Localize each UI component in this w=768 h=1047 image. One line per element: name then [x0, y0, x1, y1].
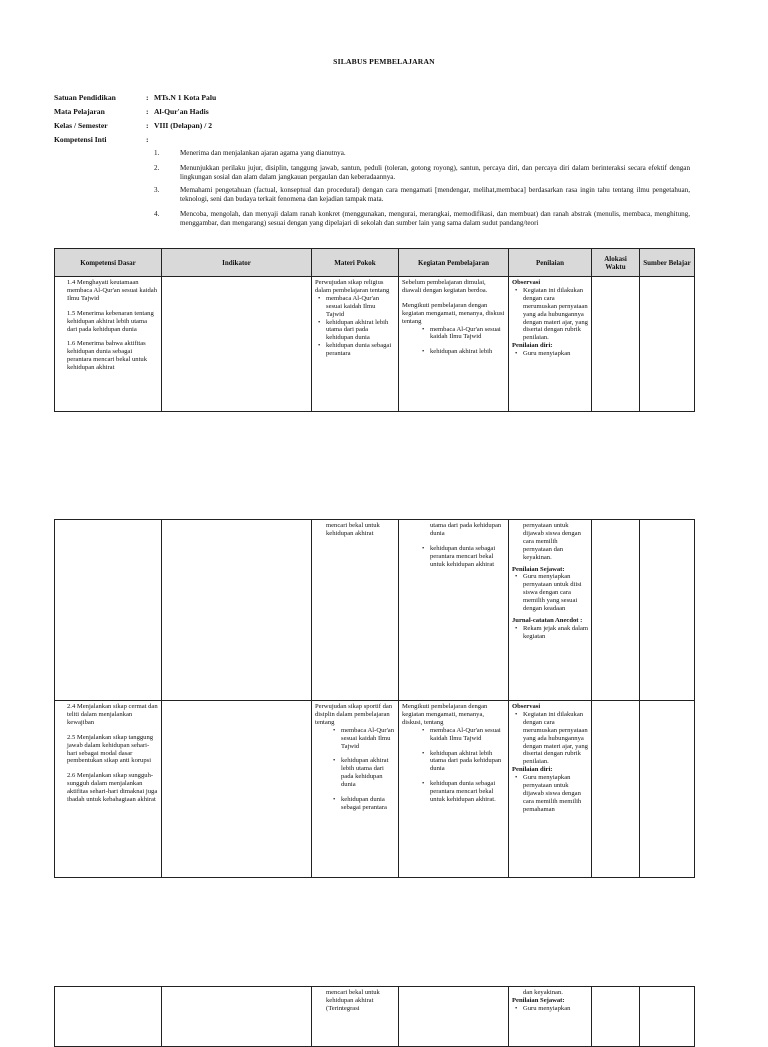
list-item: • kehidupan akhirat lebih utama dari pada kehidupan dunia [430, 750, 505, 774]
cell-alokasi-waktu [592, 520, 640, 701]
cell-materi-pokok [312, 520, 399, 701]
cell-materi-pokok [312, 987, 399, 1047]
ki-number: 1. [154, 149, 160, 157]
list-item: • kehidupan akhirat lebih utama dari pada kehidupan dunia [326, 319, 395, 343]
kd-item: 2.5 Menjalankan sikap tanggung jawab dalam kehidupan sehari-hari sebagai modal dasar pembentukan sikap anti korupsi [67, 733, 154, 765]
cell-kompetensi-dasar [55, 701, 162, 878]
list-item: • kehidupan akhirat lebih [430, 348, 505, 356]
kegiatan-paragraph: Mengikuti pembelajaran dengan kegiatan mengamati, menanya, diskusi tentang [402, 301, 505, 325]
list-item: • kehidupan dunia sebagai perantara mencari bekal untuk kehidupan akhirat. [430, 780, 505, 804]
header-kegiatan: Kegiatan Pembelajaran [399, 249, 509, 277]
header-sumber-belajar: Sumber Belajar [640, 249, 695, 277]
penilaian-heading: Jurnal-catatan Anecdot : [512, 616, 583, 624]
penilaian-heading: Penilaian diri: [512, 766, 553, 774]
page-title: SILABUS PEMBELAJARAN [333, 57, 435, 66]
meta-value: Al-Qur'an Hadis [154, 107, 209, 116]
kegiatan-continued: utama dari pada kehidupan dunia [430, 522, 502, 537]
ki-text: Mencoba, mengolah, dan menyaji dalam ranah konkret (menggunakan, mengurai, merangkai, memodifikasi, dan membuat) dan ranah abstrak (menulis, membaca, menghitung, menggambar, dan mengarang) sesuai dengan yang dipelajari di sekolah dan sumber lain yang sama dalam sudut pandang/teori [180, 210, 690, 227]
list-item: • Guru menyiapkan pernyataan untuk diisi siswa dengan cara memilih yang sesuai dengan keadaan [523, 573, 588, 613]
cell-sumber-belajar [640, 987, 695, 1047]
ki-number: 3. [154, 186, 160, 194]
ki-number: 4. [154, 210, 160, 218]
cell-kompetensi-dasar [55, 520, 162, 701]
cell-kegiatan [399, 520, 509, 701]
header-penilaian: Penilaian [509, 249, 592, 277]
cell-indikator [162, 987, 312, 1047]
meta-key: Mata Pelajaran [54, 107, 105, 116]
kd-item: 2.4 Menjalankan sikap cermat dan teliti dalam menjalankan kewajiban [67, 703, 158, 726]
list-item: • membaca Al-Qur'an sesuai kaidah Ilmu Tajwid [326, 295, 395, 319]
penilaian-continued: dan keyakinan. [523, 989, 563, 996]
cell-alokasi-waktu [592, 701, 640, 878]
cell-sumber-belajar [640, 277, 695, 412]
cell-materi-pokok [312, 701, 399, 878]
kd-item: 2.6 Menjalankan sikap sungguh-sungguh dalam menjalankan aktifitas sehari-hari dimaknai juga ibadah untuk kebahagiaan akhirat [67, 772, 158, 804]
list-item: • Guru menyiapkan pernyataan untuk dijawab siswa dengan cara memilih memilih pemahaman [523, 774, 588, 814]
materi-continued: mencari bekal untuk kehidupan akhirat (Terintegrasi [326, 989, 380, 1012]
ki-text: Menerima dan menjalankan ajaran agama yang dianutnya. [180, 149, 346, 157]
meta-value: MTs.N 1 Kota Palu [154, 93, 217, 102]
header-indikator: Indikator [162, 249, 312, 277]
cell-sumber-belajar [640, 520, 695, 701]
penilaian-heading: Observasi [512, 279, 541, 286]
ki-number: 2. [154, 164, 160, 172]
cell-alokasi-waktu [592, 987, 640, 1047]
ki-text: Menunjukkan perilaku jujur, disiplin, tanggung jawab, santun, peduli (toleran, gotong royong), santun, percaya diri, dan percaya diri dalam berinteraksi secara efektif dengan lingkungan sosial dan alam dalam jangkauan pergaulan dan keberadaannya. [180, 164, 690, 181]
kd-item: 1.4 Menghayati keutamaan membaca Al-Qur'an sesuai kaidah Ilmu Tajwid [67, 279, 157, 302]
materi-intro: Perwujudan sikap religius dalam pembelajaran tentang [315, 279, 390, 294]
cell-indikator [162, 277, 312, 412]
penilaian-heading: Observasi [512, 703, 541, 710]
cell-kegiatan [399, 277, 509, 412]
kd-item: 1.5 Menerima kebenaran tentang kehidupan akhirat lebih utama dari pada kehidupan dunia [67, 309, 154, 333]
meta-colon: : [146, 93, 149, 102]
ki-text: Memahami pengetahuan (factual, konseptual dan procedural) dengan cara mengamati [mendengar, melihat,membaca] berdasarkan rasa ingin tahu tentang ilmu pengetahuan, teknologi, seni dan budaya terkait fenomena dan kejadian tampak mata. [180, 186, 690, 203]
materi-intro: Perwujudan sikap sportif dan disiplin dalam pembelajaran tentang [315, 703, 393, 726]
meta-colon: : [146, 107, 149, 116]
list-item: • membaca Al-Qur'an sesuai kaidah Ilmu Tajwid [341, 727, 395, 751]
kegiatan-paragraph: Sebelum pembelajaran dimulai, diawali dengan kegiatan berdoa. [402, 279, 488, 294]
syllabus-table-3 [54, 986, 695, 1047]
penilaian-continued: pernyataan untuk dijawab siswa dengan cara memilih pernyataan dan keyakinan. [523, 522, 581, 561]
list-item: • kehidupan dunia sebagai perantara [341, 796, 395, 812]
cell-materi-pokok [312, 277, 399, 412]
list-item: • Guru menyiapkan [523, 350, 588, 358]
penilaian-heading: Penilaian Sejawat: [512, 996, 565, 1004]
list-item: • membaca Al-Qur'an sesuai kaidah Ilmu Tajwid [430, 727, 505, 743]
cell-indikator [162, 520, 312, 701]
cell-indikator [162, 701, 312, 878]
cell-kegiatan [399, 701, 509, 878]
header-materi-pokok: Materi Pokok [312, 249, 399, 277]
list-item: • kehidupan dunia sebagai perantara mencari bekal untuk kehidupan akhirat [430, 545, 505, 569]
cell-penilaian [509, 987, 592, 1047]
kd-item: 1.6 Menerima bahwa aktifitas kehidupan dunia sebagai perantara mencari bekal untuk kehidupan akhirat [67, 340, 148, 372]
cell-kompetensi-dasar [55, 277, 162, 412]
meta-value: VIII (Delapan) / 2 [154, 121, 213, 130]
cell-penilaian [509, 701, 592, 878]
cell-penilaian [509, 520, 592, 701]
penilaian-heading: Penilaian diri: [512, 342, 553, 350]
list-item: • membaca Al-Qur'an sesuai kaidah Ilmu Tajwid [430, 326, 505, 342]
header-kompetensi-dasar: Kompetensi Dasar [55, 249, 162, 277]
cell-sumber-belajar [640, 701, 695, 878]
header-alokasi-waktu: Alokasi Waktu [592, 249, 640, 277]
penilaian-heading: Penilaian Sejawat: [512, 565, 565, 573]
meta-colon: : [146, 121, 149, 130]
meta-key: Kompetensi Inti [54, 135, 107, 144]
cell-penilaian [509, 277, 592, 412]
meta-key: Kelas / Semester [54, 121, 108, 130]
syllabus-table-2 [54, 519, 695, 878]
cell-kegiatan [399, 987, 509, 1047]
list-item: • Guru menyiapkan [523, 1005, 588, 1013]
list-item: • kehidupan akhirat lebih utama dari pada kehidupan dunia [341, 757, 395, 789]
list-item: • Kegiatan ini dilakukan dengan cara merumuskan pernyataan yang ada hubungannya dengan materi ajar, yang disertai dengan rubrik penilaian. [523, 287, 588, 342]
syllabus-table-1 [54, 248, 695, 412]
materi-continued: mencari bekal untuk kehidupan akhirat [326, 522, 380, 537]
cell-alokasi-waktu [592, 277, 640, 412]
cell-kompetensi-dasar [55, 987, 162, 1047]
meta-key: Satuan Pendidikan [54, 93, 116, 102]
list-item: • kehidupan dunia sebagai perantara [326, 342, 395, 358]
meta-colon: : [146, 135, 149, 144]
list-item: • Kegiatan ini dilakukan dengan cara merumuskan pernyataan yang ada hubungannya dengan materi ajar, yang disertai dengan rubrik penilaian. [523, 711, 588, 766]
kegiatan-paragraph: Mengikuti pembelajaran dengan kegiatan mengamati, menanya, diskusi, tentang [402, 703, 488, 726]
list-item: • Rekam jejak anak dalam kegiatan [523, 625, 588, 641]
